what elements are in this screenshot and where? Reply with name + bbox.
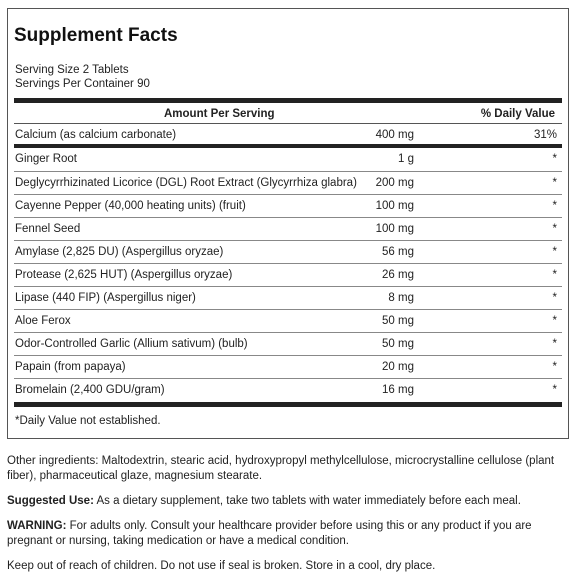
row-name: Protease (2,625 HUT) (Aspergillus oryzae) [15,269,233,281]
warning-text: For adults only. Consult your healthcare provider before using this or any product if you are pregnant or nursing, taking medication or have a medical condition. [7,520,532,547]
row-name: Lipase (440 FIP) (Aspergillus niger) [15,292,196,304]
servings-per-container: Servings Per Container 90 [15,78,150,90]
row-amount: 26 mg [382,269,414,281]
row-name: Cayenne Pepper (40,000 heating units) (fruit) [15,200,246,212]
serving-size: Serving Size 2 Tablets [15,64,129,76]
row-amount: 50 mg [382,315,414,327]
row-daily-value: * [552,292,557,304]
bottom-thick-rule [14,402,562,407]
table-row [14,148,562,171]
suggested-use-label: Suggested Use: [7,495,94,507]
amount-per-serving-header: Amount Per Serving [164,108,275,120]
row-name: Amylase (2,825 DU) (Aspergillus oryzae) [15,246,224,258]
table-row [14,240,562,264]
row-amount: 8 mg [388,292,414,304]
warning [7,519,569,549]
table-row [14,332,562,356]
warning-label: WARNING: [7,520,67,532]
row-daily-value: * [552,200,557,212]
row-name: Papain (from papaya) [15,361,126,373]
row-daily-value: * [552,153,557,165]
row-amount: 200 mg [375,177,414,189]
row-amount: 400 mg [375,129,414,141]
row-daily-value: * [552,315,557,327]
row-name: Calcium (as calcium carbonate) [15,129,177,141]
row-name: Bromelain (2,400 GDU/gram) [15,384,165,396]
table-row [14,217,562,241]
table-header [14,107,562,123]
row-amount: 16 mg [382,384,414,396]
row-daily-value: * [552,177,557,189]
table-row [14,286,562,310]
table-row [14,378,562,402]
row-daily-value: * [552,269,557,281]
row-amount: 50 mg [382,338,414,350]
row-daily-value: * [552,384,557,396]
row-amount: 100 mg [375,223,414,235]
row-name: Odor-Controlled Garlic (Allium sativum) (bulb) [15,338,248,350]
row-daily-value: * [552,246,557,258]
row-amount: 56 mg [382,246,414,258]
supplement-facts-panel [7,8,569,439]
row-daily-value: * [552,223,557,235]
table-row [14,263,562,287]
row-amount: 1 g [398,153,414,165]
table-row [14,194,562,218]
storage-note: Keep out of reach of children. Do not use if seal is broken. Store in a cool, dry place. [7,560,436,572]
row-daily-value: * [552,338,557,350]
row-amount: 20 mg [382,361,414,373]
suggested-use [7,494,569,509]
row-amount: 100 mg [375,200,414,212]
row-name: Aloe Ferox [15,315,71,327]
row-name: Ginger Root [15,153,78,165]
daily-value-header: % Daily Value [480,108,555,120]
row-name: Deglycyrrhizinated Licorice (DGL) Root Extract (Glycyrrhiza glabra) [15,177,357,189]
suggested-use-text: As a dietary supplement, take two tablets with water immediately before each meal. [93,495,521,507]
top-thick-rule [14,98,562,103]
row-daily-value: * [552,361,557,373]
table-row [14,355,562,379]
daily-value-footnote: *Daily Value not established. [15,415,161,427]
other-ingredients: Other ingredients: Maltodextrin, stearic acid, hydroxypropyl methylcellulose, microcrystalline cellulose (plant fiber), pharmaceutical glaze, magnesium stearate. [7,455,555,482]
table-row [14,171,562,195]
table-row [14,309,562,333]
row-name: Fennel Seed [15,223,81,235]
panel-title: Supplement Facts [14,25,178,46]
row-daily-value: 31% [533,129,557,141]
